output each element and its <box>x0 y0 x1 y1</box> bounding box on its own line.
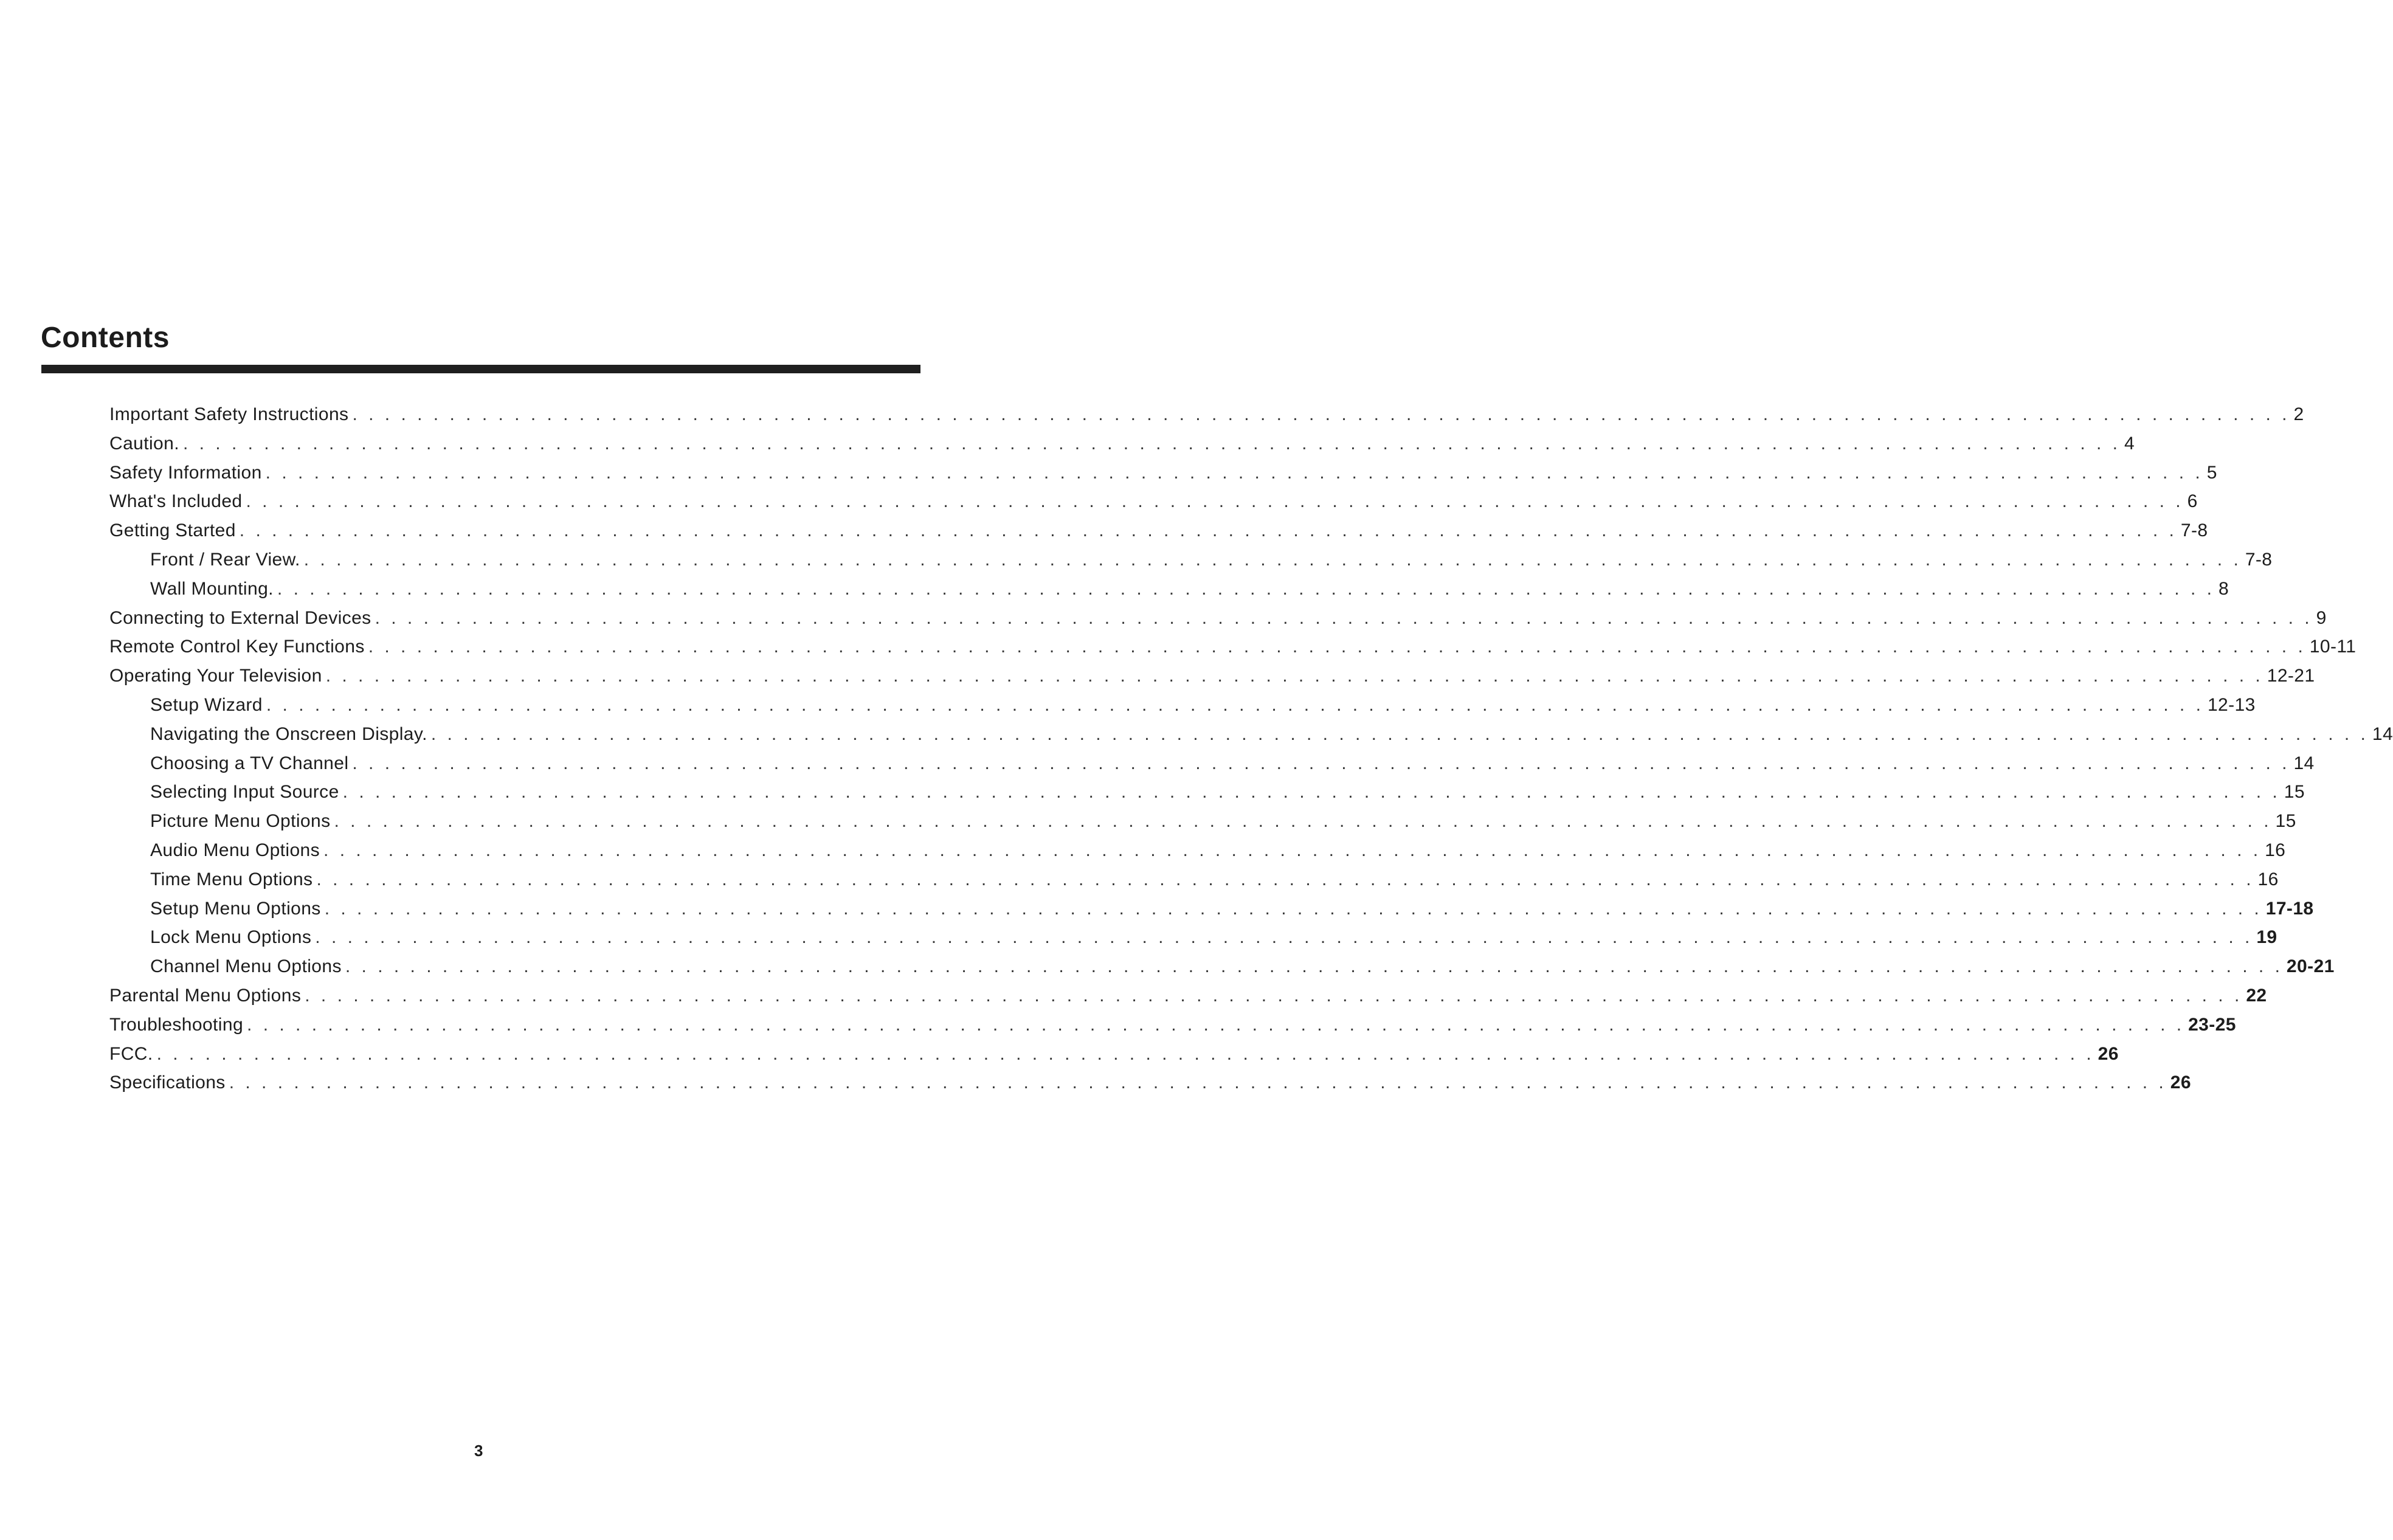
toc-dot-leader: . . . . . . . . . . . . . . . . . . . . . . . . . . . . . . . . . . . . . . . . . . . . . . . . . . . . . . . . . . . . . . . . . . . . . . . . . . . . . . . . . . . . . . . . . . . . . . . . . . . . . . . . . . . . . . . . . . . . . . . . <box>325 666 2264 686</box>
toc-entry-page: 16 <box>2265 840 2286 860</box>
toc-dot-leader: . . . . . . . . . . . . . . . . . . . . . . . . . . . . . . . . . . . . . . . . . . . . . . . . . . . . . . . . . . . . . . . . . . . . . . . . . . . . . . . . . . . . . . . . . . . . . . . . . . . . . . . . . . . . . . . . . . . . . . . . <box>266 694 2204 715</box>
toc-entry-label: Safety Information <box>109 462 262 483</box>
toc-entry-page: 14 <box>2372 723 2393 744</box>
toc-entry[interactable] <box>109 894 2314 924</box>
toc-entry-page: 6 <box>2187 491 2198 512</box>
toc-dot-leader: . . . . . . . . . . . . . . . . . . . . . . . . . . . . . . . . . . . . . . . . . . . . . . . . . . . . . . . . . . . . . . . . . . . . . . . . . . . . . . . . . . . . . . . . . . . . . . . . . . . . . . . . . . . . . . . . . . . . . . . . <box>247 1014 2185 1035</box>
toc-entry[interactable] <box>109 458 2217 488</box>
toc-entry[interactable] <box>109 1068 2191 1097</box>
toc-dot-leader: . . . . . . . . . . . . . . . . . . . . . . . . . . . . . . . . . . . . . . . . . . . . . . . . . . . . . . . . . . . . . . . . . . . . . . . . . . . . . . . . . . . . . . . . . . . . . . . . . . . . . . . . . . . . . . . . . . . . . . . . <box>303 549 2242 570</box>
toc-entry[interactable] <box>109 807 2296 836</box>
toc-entry[interactable] <box>109 632 2357 661</box>
toc-entry[interactable] <box>109 836 2286 865</box>
toc-entry-label: Choosing a TV Channel <box>150 753 349 773</box>
toc-dot-leader: . . . . . . . . . . . . . . . . . . . . . . . . . . . . . . . . . . . . . . . . . . . . . . . . . . . . . . . . . . . . . . . . . . . . . . . . . . . . . . . . . . . . . . . . . . . . . . . . . . . . . . . . . . . . . . . . . . . . . . . . <box>334 811 2272 832</box>
toc-dot-leader: . . . . . . . . . . . . . . . . . . . . . . . . . . . . . . . . . . . . . . . . . . . . . . . . . . . . . . . . . . . . . . . . . . . . . . . . . . . . . . . . . . . . . . . . . . . . . . . . . . . . . . . . . . . . . . . . . . . . . . . . <box>345 956 2283 977</box>
toc-dot-leader: . . . . . . . . . . . . . . . . . . . . . . . . . . . . . . . . . . . . . . . . . . . . . . . . . . . . . . . . . . . . . . . . . . . . . . . . . . . . . . . . . . . . . . . . . . . . . . . . . . . . . . . . . . . . . . . . . . . . . . . . <box>430 723 2369 744</box>
toc-entry[interactable] <box>109 661 2315 691</box>
toc-entry[interactable] <box>109 952 2335 981</box>
toc-entry-label: Connecting to External Devices <box>109 607 371 628</box>
toc-entry-page: 7-8 <box>2180 520 2208 541</box>
toc-entry-label: Navigating the Onscreen Display. <box>150 723 427 744</box>
toc-entry[interactable] <box>109 429 2135 458</box>
toc-entry-page: 23-25 <box>2188 1014 2236 1035</box>
title-rule <box>41 365 920 373</box>
toc-dot-leader: . . . . . . . . . . . . . . . . . . . . . . . . . . . . . . . . . . . . . . . . . . . . . . . . . . . . . . . . . . . . . . . . . . . . . . . . . . . . . . . . . . . . . . . . . . . . . . . . . . . . . . . . . . . . . . . . . . . . . . . . <box>324 898 2262 919</box>
toc-entry[interactable] <box>109 575 2229 604</box>
toc-entry[interactable] <box>109 545 2273 575</box>
toc-dot-leader: . . . . . . . . . . . . . . . . . . . . . . . . . . . . . . . . . . . . . . . . . . . . . . . . . . . . . . . . . . . . . . . . . . . . . . . . . . . . . . . . . . . . . . . . . . . . . . . . . . . . . . . . . . . . . . . . . . . . . . . . <box>229 1072 2167 1093</box>
toc-entry-label: Wall Mounting. <box>150 578 274 599</box>
toc-entry-page: 17-18 <box>2265 898 2314 919</box>
toc-entry[interactable] <box>109 516 2208 545</box>
toc-entry[interactable] <box>109 487 2198 516</box>
toc-entry[interactable] <box>109 981 2267 1010</box>
toc-dot-leader: . . . . . . . . . . . . . . . . . . . . . . . . . . . . . . . . . . . . . . . . . . . . . . . . . . . . . . . . . . . . . . . . . . . . . . . . . . . . . . . . . . . . . . . . . . . . . . . . . . . . . . . . . . . . . . . . . . . . . . . . <box>315 927 2253 948</box>
toc-dot-leader: . . . . . . . . . . . . . . . . . . . . . . . . . . . . . . . . . . . . . . . . . . . . . . . . . . . . . . . . . . . . . . . . . . . . . . . . . . . . . . . . . . . . . . . . . . . . . . . . . . . . . . . . . . . . . . . . . . . . . . . . <box>277 578 2215 599</box>
toc-entry-label: Picture Menu Options <box>150 811 331 832</box>
toc-dot-leader: . . . . . . . . . . . . . . . . . . . . . . . . . . . . . . . . . . . . . . . . . . . . . . . . . . . . . . . . . . . . . . . . . . . . . . . . . . . . . . . . . . . . . . . . . . . . . . . . . . . . . . . . . . . . . . . . . . . . . . . . <box>323 840 2262 860</box>
toc-entry-label: Troubleshooting <box>109 1014 244 1035</box>
toc-entry-label: Parental Menu Options <box>109 985 302 1006</box>
toc-dot-leader: . . . . . . . . . . . . . . . . . . . . . . . . . . . . . . . . . . . . . . . . . . . . . . . . . . . . . . . . . . . . . . . . . . . . . . . . . . . . . . . . . . . . . . . . . . . . . . . . . . . . . . . . . . . . . . . . . . . . . . . . <box>246 491 2184 512</box>
toc-dot-leader: . . . . . . . . . . . . . . . . . . . . . . . . . . . . . . . . . . . . . . . . . . . . . . . . . . . . . . . . . . . . . . . . . . . . . . . . . . . . . . . . . . . . . . . . . . . . . . . . . . . . . . . . . . . . . . . . . . . . . . . . <box>352 753 2290 773</box>
toc-entry[interactable] <box>109 691 2256 720</box>
toc-entry-label: What's Included <box>109 491 243 512</box>
page-title: Contents <box>41 322 170 354</box>
toc-entry[interactable] <box>109 1040 2119 1069</box>
toc-entry-page: 14 <box>2293 753 2315 773</box>
toc-entry-label: Time Menu Options <box>150 869 313 889</box>
toc-entry-label: Caution. <box>109 433 179 454</box>
toc-entry-page: 9 <box>2316 607 2327 628</box>
toc-entry-page: 8 <box>2218 578 2229 599</box>
toc-dot-leader: . . . . . . . . . . . . . . . . . . . . . . . . . . . . . . . . . . . . . . . . . . . . . . . . . . . . . . . . . . . . . . . . . . . . . . . . . . . . . . . . . . . . . . . . . . . . . . . . . . . . . . . . . . . . . . . . . . . . . . . . <box>375 607 2313 628</box>
toc-entry-label: Selecting Input Source <box>150 782 339 803</box>
toc-entry-page: 2 <box>2293 404 2304 424</box>
toc-entry-label: Getting Started <box>109 520 236 541</box>
toc-entry-label: Channel Menu Options <box>150 956 342 977</box>
table-of-contents <box>109 400 2393 1097</box>
toc-entry-page: 15 <box>2275 811 2296 832</box>
toc-entry[interactable] <box>109 923 2277 952</box>
toc-entry-page: 5 <box>2206 462 2217 483</box>
toc-entry-label: Operating Your Television <box>109 666 322 686</box>
toc-entry-page: 7-8 <box>2245 549 2273 570</box>
toc-entry[interactable] <box>109 720 2393 749</box>
toc-entry[interactable] <box>109 604 2327 633</box>
toc-entry-page: 22 <box>2246 985 2267 1006</box>
toc-dot-leader: . . . . . . . . . . . . . . . . . . . . . . . . . . . . . . . . . . . . . . . . . . . . . . . . . . . . . . . . . . . . . . . . . . . . . . . . . . . . . . . . . . . . . . . . . . . . . . . . . . . . . . . . . . . . . . . . . . . . . . . . <box>265 462 2203 483</box>
toc-entry-label: Setup Wizard <box>150 694 263 715</box>
toc-dot-leader: . . . . . . . . . . . . . . . . . . . . . . . . . . . . . . . . . . . . . . . . . . . . . . . . . . . . . . . . . . . . . . . . . . . . . . . . . . . . . . . . . . . . . . . . . . . . . . . . . . . . . . . . . . . . . . . . . . . . . . . . <box>352 404 2290 424</box>
toc-entry-label: Lock Menu Options <box>150 927 312 948</box>
toc-dot-leader: . . . . . . . . . . . . . . . . . . . . . . . . . . . . . . . . . . . . . . . . . . . . . . . . . . . . . . . . . . . . . . . . . . . . . . . . . . . . . . . . . . . . . . . . . . . . . . . . . . . . . . . . . . . . . . . . . . . . . . . . <box>368 637 2306 657</box>
toc-entry[interactable] <box>109 865 2279 894</box>
toc-dot-leader: . . . . . . . . . . . . . . . . . . . . . . . . . . . . . . . . . . . . . . . . . . . . . . . . . . . . . . . . . . . . . . . . . . . . . . . . . . . . . . . . . . . . . . . . . . . . . . . . . . . . . . . . . . . . . . . . . . . . . . . . <box>305 985 2243 1006</box>
toc-entry-page: 4 <box>2124 433 2135 454</box>
toc-entry-label: Front / Rear View. <box>150 549 300 570</box>
toc-entry-page: 26 <box>2170 1072 2191 1093</box>
toc-entry-label: Remote Control Key Functions <box>109 637 365 657</box>
toc-entry-page: 12-13 <box>2207 694 2256 715</box>
toc-entry-label: FCC. <box>109 1043 153 1064</box>
toc-entry-label: Setup Menu Options <box>150 898 321 919</box>
toc-entry[interactable] <box>109 400 2304 429</box>
toc-dot-leader: . . . . . . . . . . . . . . . . . . . . . . . . . . . . . . . . . . . . . . . . . . . . . . . . . . . . . . . . . . . . . . . . . . . . . . . . . . . . . . . . . . . . . . . . . . . . . . . . . . . . . . . . . . . . . . . . . . . . . . . . <box>316 869 2254 889</box>
toc-entry-page: 20-21 <box>2286 956 2335 977</box>
toc-entry-page: 10-11 <box>2309 637 2357 657</box>
toc-entry-label: Audio Menu Options <box>150 840 320 860</box>
toc-entry-page: 16 <box>2257 869 2279 889</box>
toc-entry-label: Specifications <box>109 1072 226 1093</box>
toc-entry-page: 26 <box>2098 1043 2119 1064</box>
page-number: 3 <box>474 1442 483 1460</box>
toc-entry-page: 19 <box>2256 927 2277 948</box>
toc-entry[interactable] <box>109 749 2315 778</box>
toc-entry[interactable] <box>109 778 2305 807</box>
toc-dot-leader: . . . . . . . . . . . . . . . . . . . . . . . . . . . . . . . . . . . . . . . . . . . . . . . . . . . . . . . . . . . . . . . . . . . . . . . . . . . . . . . . . . . . . . . . . . . . . . . . . . . . . . . . . . . . . . . . . . . . . . . . <box>182 433 2121 454</box>
toc-entry[interactable] <box>109 1010 2236 1040</box>
toc-dot-leader: . . . . . . . . . . . . . . . . . . . . . . . . . . . . . . . . . . . . . . . . . . . . . . . . . . . . . . . . . . . . . . . . . . . . . . . . . . . . . . . . . . . . . . . . . . . . . . . . . . . . . . . . . . . . . . . . . . . . . . . . <box>239 520 2177 541</box>
toc-dot-leader: . . . . . . . . . . . . . . . . . . . . . . . . . . . . . . . . . . . . . . . . . . . . . . . . . . . . . . . . . . . . . . . . . . . . . . . . . . . . . . . . . . . . . . . . . . . . . . . . . . . . . . . . . . . . . . . . . . . . . . . . <box>156 1043 2094 1064</box>
toc-dot-leader: . . . . . . . . . . . . . . . . . . . . . . . . . . . . . . . . . . . . . . . . . . . . . . . . . . . . . . . . . . . . . . . . . . . . . . . . . . . . . . . . . . . . . . . . . . . . . . . . . . . . . . . . . . . . . . . . . . . . . . . . <box>342 782 2281 803</box>
toc-entry-page: 12-21 <box>2267 666 2315 686</box>
toc-entry-page: 15 <box>2284 782 2305 803</box>
toc-entry-label: Important Safety Instructions <box>109 404 349 424</box>
